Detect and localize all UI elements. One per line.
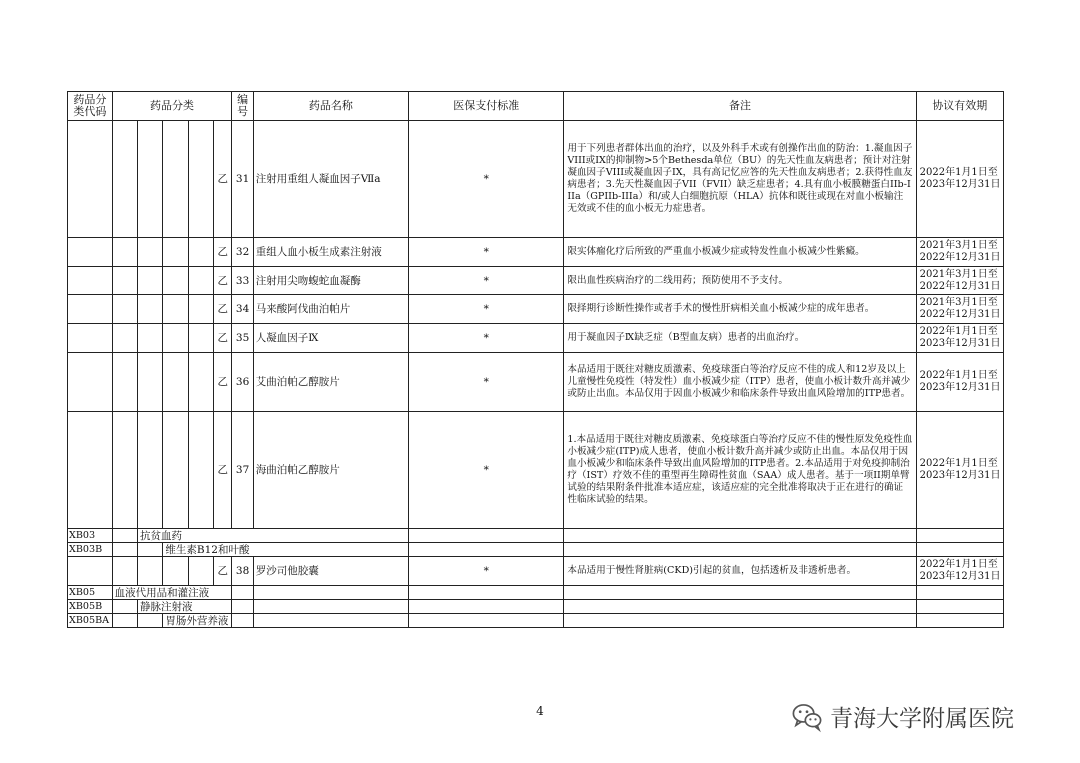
remarks-cell: 限出血性疾病治疗的二线用药；预防使用不予支付。 (564, 267, 916, 295)
watermark (790, 698, 1014, 734)
no-cell: 31 (232, 121, 253, 238)
validity-end: 2022年12月31日 (919, 252, 1001, 263)
validity-start: 2022年1月1日至 (919, 458, 998, 469)
category-code: XB05BA (68, 614, 113, 628)
no-cell: 37 (232, 412, 253, 529)
validity-start: 2022年1月1日至 (919, 559, 998, 570)
category-code: XB05B (68, 600, 113, 614)
standard-cell: * (409, 295, 564, 324)
header-name: 药品名称 (253, 92, 408, 121)
category-row (68, 614, 1004, 628)
drug-name: 注射用尖吻蝮蛇血凝酶 (253, 267, 408, 295)
remarks-cell: 本品适用于慢性肾脏病(CKD)引起的贫血，包括透析及非透析患者。 (564, 557, 916, 586)
grade-cell: 乙 (214, 267, 232, 295)
category-row (68, 600, 1004, 614)
no-cell: 38 (232, 557, 253, 586)
remarks-cell: 用于下列患者群体出血的治疗，以及外科手术或有创操作出血的防治：1.凝血因子VIII或IX的抑制物>5个Bethesda单位（BU）的先天性血友病患者；预计对注射凝血因子VIII或凝血因子IX，具有高记忆应答的先天性血友病患者；2.获得性血友病患者；3.先天性凝血因子VII（FVII）缺乏症患者；4.具有血小板膜糖蛋白IIb-IIIa（GPIIb-IIIa）和/或人白细胞抗原（HLA）抗体和既往或现在对血小板输注无效或不佳的血小板无力症患者。 (564, 121, 916, 238)
standard-cell: * (409, 238, 564, 267)
no-cell: 32 (232, 238, 253, 267)
grade-cell: 乙 (214, 353, 232, 412)
header-code: 药品分类代码 (68, 92, 113, 121)
category-label: 血液代用品和灌注液 (112, 586, 232, 600)
header-validity: 协议有效期 (916, 92, 1003, 121)
header-no: 编号 (232, 92, 253, 121)
remarks-cell: 用于凝血因子Ⅸ缺乏症（B型血友病）患者的出血治疗。 (564, 324, 916, 353)
header-standard: 医保支付标准 (409, 92, 564, 121)
remarks-cell: 限择期行诊断性操作或者手术的慢性肝病相关血小板减少症的成年患者。 (564, 295, 916, 324)
no-cell: 34 (232, 295, 253, 324)
standard-cell: * (409, 353, 564, 412)
category-row (68, 529, 1004, 543)
validity-cell (916, 121, 1003, 238)
remarks-cell: 本品适用于既往对糖皮质激素、免疫球蛋白等治疗反应不佳的成人和12岁及以上儿童慢性免疫性（特发性）血小板减少症（ITP）患者，使血小板计数升高并减少或防止出血。本品仅用于因血小板减少和临床条件导致出血风险增加的ITP患者。 (564, 353, 916, 412)
table-row (68, 295, 1004, 324)
grade-cell: 乙 (214, 121, 232, 238)
category-code: XB03 (68, 529, 113, 543)
grade-cell: 乙 (214, 324, 232, 353)
category-label: 抗贫血药 (138, 529, 409, 543)
validity-start: 2022年1月1日至 (919, 370, 998, 381)
standard-cell: * (409, 324, 564, 353)
standard-cell: * (409, 412, 564, 529)
drug-name: 人凝血因子Ⅸ (253, 324, 408, 353)
validity-start: 2021年3月1日至 (919, 240, 998, 251)
standard-cell: * (409, 121, 564, 238)
table-row (68, 353, 1004, 412)
page-number: 4 (536, 704, 544, 718)
validity-cell (916, 238, 1003, 267)
validity-end: 2023年12月31日 (919, 338, 1001, 349)
validity-start: 2022年1月1日至 (919, 167, 998, 178)
drug-table (67, 91, 1004, 628)
category-row (68, 543, 1004, 557)
drug-name: 马来酸阿伐曲泊帕片 (253, 295, 408, 324)
table-row (68, 267, 1004, 295)
validity-end: 2023年12月31日 (919, 571, 1001, 582)
table-row (68, 412, 1004, 529)
validity-end: 2022年12月31日 (919, 280, 1001, 292)
validity-cell (916, 557, 1003, 586)
validity-cell (916, 324, 1003, 353)
table-row (68, 324, 1004, 353)
grade-cell: 乙 (214, 412, 232, 529)
validity-end: 2023年12月31日 (919, 179, 1001, 190)
validity-start: 2021年3月1日至 (919, 268, 998, 280)
validity-end: 2023年12月31日 (919, 470, 1001, 481)
remarks-cell: 1.本品适用于既往对糖皮质激素、免疫球蛋白等治疗反应不佳的慢性原发免疫性血小板减少症(ITP)成人患者，使血小板计数升高并减少或防止出血。本品仅用于因血小板减少和临床条件导致出血风险增加的ITP患者。2.本品适用于对免疫抑制治疗（IST）疗效不佳的重型再生障碍性贫血（SAA）成人患者。基于一项II期单臂试验的结果附条件批准本适应症，该适应症的完全批准将取决于正在进行的确证性临床试验的结果。 (564, 412, 916, 529)
category-code: XB03B (68, 543, 113, 557)
table-row (68, 121, 1004, 238)
validity-start: 2021年3月1日至 (919, 297, 998, 308)
no-cell: 35 (232, 324, 253, 353)
wechat-icon (790, 699, 824, 733)
drug-name: 海曲泊帕乙醇胺片 (253, 412, 408, 529)
category-row (68, 586, 1004, 600)
category-code: XB05 (68, 586, 113, 600)
category-label: 维生素B12和叶酸 (163, 543, 409, 557)
validity-start: 2022年1月1日至 (919, 326, 998, 337)
validity-cell (916, 295, 1003, 324)
watermark-text: 青海大学附属医院 (830, 705, 1014, 732)
grade-cell: 乙 (214, 238, 232, 267)
drug-name: 重组人血小板生成素注射液 (253, 238, 408, 267)
standard-cell: * (409, 557, 564, 586)
validity-end: 2022年12月31日 (919, 309, 1001, 320)
no-cell: 33 (232, 267, 253, 295)
table-row (68, 238, 1004, 267)
drug-name: 注射用重组人凝血因子Ⅶa (253, 121, 408, 238)
category-label: 静脉注射液 (138, 600, 232, 614)
drug-name: 艾曲泊帕乙醇胺片 (253, 353, 408, 412)
validity-cell (916, 412, 1003, 529)
remarks-cell: 限实体瘤化疗后所致的严重血小板减少症或特发性血小板减少性紫癜。 (564, 238, 916, 267)
header-category: 药品分类 (112, 92, 232, 121)
grade-cell: 乙 (214, 557, 232, 586)
no-cell: 36 (232, 353, 253, 412)
validity-cell (916, 267, 1003, 295)
header-remarks: 备注 (564, 92, 916, 121)
standard-cell: * (409, 267, 564, 295)
drug-name: 罗沙司他胶囊 (253, 557, 408, 586)
validity-end: 2023年12月31日 (919, 382, 1001, 393)
grade-cell: 乙 (214, 295, 232, 324)
table-header-row (68, 92, 1004, 121)
validity-cell (916, 353, 1003, 412)
table-row (68, 557, 1004, 586)
category-label: 胃肠外营养液 (163, 614, 232, 628)
